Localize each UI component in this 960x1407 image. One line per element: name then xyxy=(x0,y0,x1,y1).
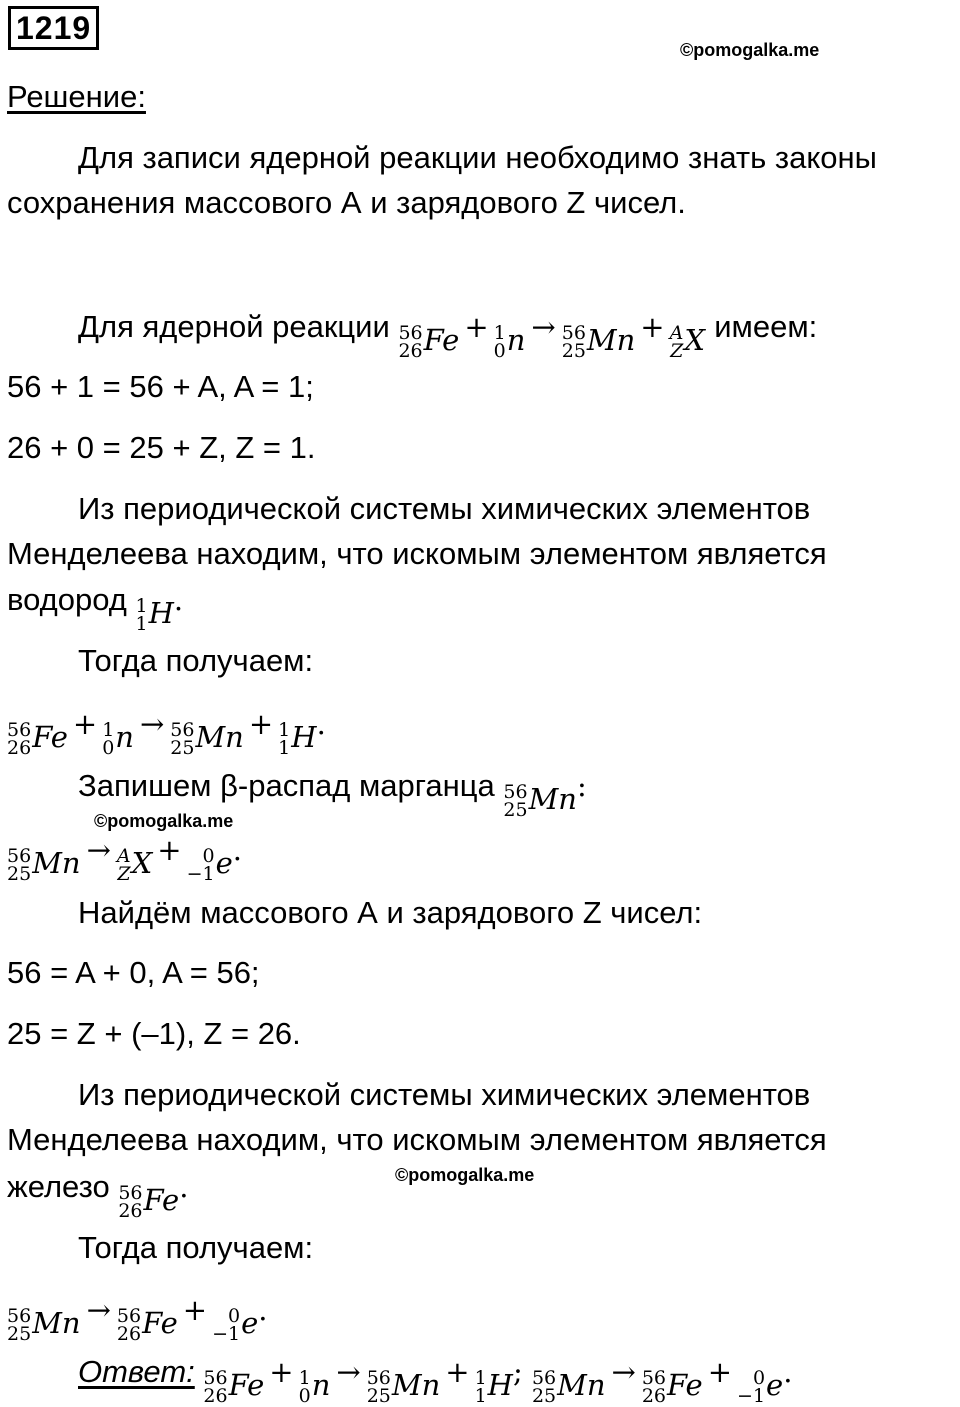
reaction1-formula: 56 26 Fe + 1 0 n → 56 25 Mn + A Z X xyxy=(398,310,705,362)
then-get-2: Тогда получаем: xyxy=(78,1230,314,1265)
nuclide-n: 1 0 n xyxy=(493,322,526,362)
periodic2-line-2: Менделеева находим, что искомым элементом является xyxy=(7,1122,827,1157)
solution-heading: Решение: xyxy=(7,79,146,114)
intro-line-2: сохранения массового А и зарядового Z чисел. xyxy=(7,185,686,220)
reaction1-suffix: имеем: xyxy=(714,309,818,344)
periodic2-line-3: железо 56 26 Fe . xyxy=(7,1169,189,1222)
beta-intro: Запишем β-распад марганца 56 25 Mn : xyxy=(78,768,587,821)
watermark-top: ©pomogalka.me xyxy=(680,40,820,60)
calc2-charge: 25 = Z + (–1), Z = 26. xyxy=(7,1016,301,1051)
periodic1-line-1: Из периодической системы химических элементов xyxy=(78,491,811,526)
problem-number: 1219 xyxy=(8,6,99,50)
reaction1-intro xyxy=(78,307,817,360)
reaction1-prefix: Для ядерной реакции xyxy=(78,309,390,344)
nuclide-x: A Z X xyxy=(669,322,705,362)
calc1-mass: 56 + 1 = 56 + A, A = 1; xyxy=(7,369,314,404)
nuclide-mn: 56 25 Mn xyxy=(561,322,636,362)
intro-line-1: Для записи ядерной реакции необходимо знать законы xyxy=(78,140,877,175)
periodic1-line-2: Менделеева находим, что искомым элементом является xyxy=(7,536,827,571)
periodic1-line-3: водород 1 1 H . xyxy=(7,582,184,635)
answer-line xyxy=(78,1352,792,1405)
nuclide-fe: 56 26 Fe xyxy=(398,322,460,362)
beta-equation: 56 25 Mn → A Z X + 0 −1 e . xyxy=(7,833,242,885)
find-numbers: Найдём массового А и зарядового Z чисел: xyxy=(78,895,703,930)
answer-label: Ответ: xyxy=(78,1354,195,1389)
reaction1-full: 56 26 Fe + 1 0 n → 56 25 Mn + 1 1 H . xyxy=(7,707,326,759)
calc1-charge: 26 + 0 = 25 + Z, Z = 1. xyxy=(7,430,316,465)
calc2-mass: 56 = A + 0, A = 56; xyxy=(7,955,260,990)
answer-formulas: 56 26 Fe + 1 0 n → 56 25 Mn + 1 1 H ; 56 25 Mn → 56 26 Fe + 0 −1 e . xyxy=(203,1355,793,1407)
then-get-1: Тогда получаем: xyxy=(78,643,314,678)
watermark-bottom: ©pomogalka.me xyxy=(395,1165,535,1185)
nuclide-h: 1 1 H xyxy=(135,595,174,635)
periodic2-line-1: Из периодической системы химических элементов xyxy=(78,1077,811,1112)
watermark-middle: ©pomogalka.me xyxy=(94,811,234,831)
beta-result: 56 25 Mn → 56 26 Fe + 0 −1 e . xyxy=(7,1293,268,1345)
